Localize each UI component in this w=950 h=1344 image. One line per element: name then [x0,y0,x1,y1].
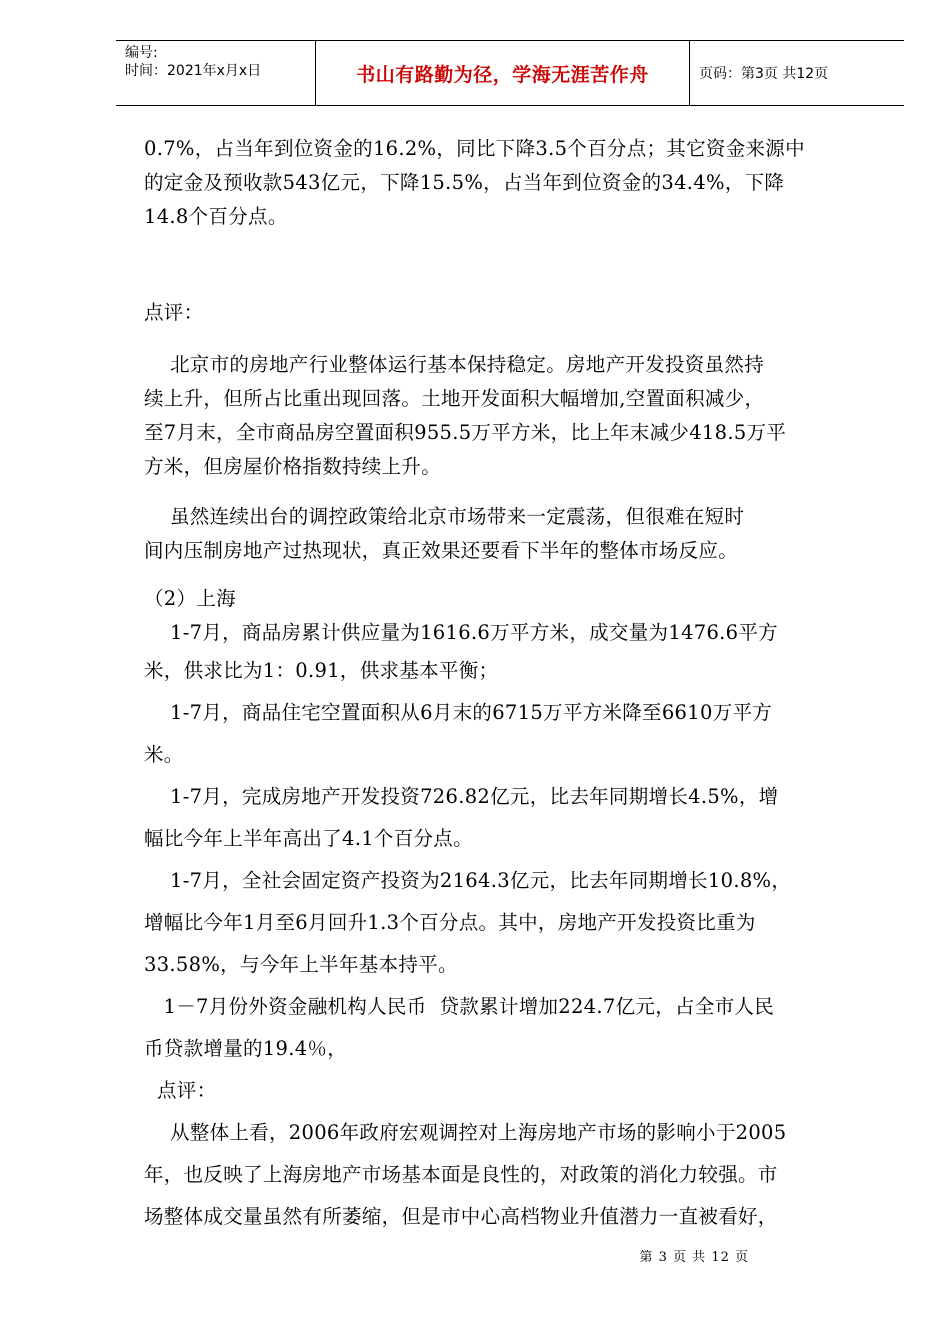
text-line: 米，供求比为1：0.91，供求基本平衡； [144,659,499,682]
text-line: 14.8个百分点。 [144,205,288,228]
text-line: 米。 [144,743,184,766]
page-header [116,40,904,106]
text-line: 虽然连续出台的调控政策给北京市场带来一定震荡，但很难在短时 [144,505,745,528]
text-line: 年，也反映了上海房地产市场基本面是良性的，对政策的消化力较强。市 [144,1163,778,1186]
header-motto: 书山有路勤为径，学海无涯苦作舟 [316,41,690,105]
text-line: 1-7月，商品住宅空置面积从6月末的6715万平方米降至6610万平方 [144,701,773,724]
paragraph-beijing-policy [144,500,879,568]
text-line: 1-7月，完成房地产开发投资726.82亿元，比去年同期增长4.5%，增 [144,785,779,808]
paragraph-shanghai-review [144,1112,879,1238]
serial-number-label: 编号: [125,45,158,61]
text-line: 的定金及预收款543亿元，下降15.5%，占当年到位资金的34.4%，下降 [144,171,785,194]
text-line: 续上升，但所占比重出现回落。土地开发面积大幅增加,空置面积减少， [144,387,765,410]
text-line: 方米，但房屋价格指数持续上升。 [144,455,442,478]
text-line: 1-7月，商品房累计供应量为1616.6万平方米，成交量为1476.6平方 [144,621,778,644]
text-line: 至7月末，全市商品房空置面积955.5万平方米，比上年末减少418.5万平 [144,421,787,444]
section-heading-shanghai: （2）上海 [144,587,236,610]
paragraph-shanghai-vacancy [144,692,879,776]
header-meta [116,41,316,105]
paragraph-funding [144,132,879,234]
text-line: 币贷款增量的19.4％， [144,1037,348,1060]
document-body [144,132,879,1238]
text-line: 北京市的房地产行业整体运行基本保持稳定。房地产开发投资虽然持 [144,353,764,376]
paragraph-shanghai-fixed-assets [144,860,879,986]
text-line: 1-7月，全社会固定资产投资为2164.3亿元，比去年同期增长10.8%， [144,869,792,892]
paragraph-shanghai-investment [144,776,879,860]
text-line: 1－7月份外资金融机构人民币 贷款累计增加224.7亿元，占全市人民 [144,995,775,1018]
text-line: 间内压制房地产过热现状，真正效果还要看下半年的整体市场反应。 [144,539,739,562]
comment-heading: 点评： [144,1079,217,1102]
text-line: 33.58%，与今年上半年基本持平。 [144,953,458,976]
text-line: 场整体成交量虽然有所萎缩，但是市中心高档物业升值潜力一直被看好， [144,1205,778,1228]
page-footer: 第 3 页 共 12 页 [639,1250,749,1265]
text-line: 从整体上看，2006年政府宏观调控对上海房地产市场的影响小于2005 [144,1121,787,1144]
paragraph-beijing-review [144,348,879,484]
text-line: 0.7%，占当年到位资金的16.2%，同比下降3.5个百分点；其它资金来源中 [144,137,805,160]
paragraph-shanghai-loans [144,986,879,1070]
date-label: 时间：2021年x月x日 [125,63,262,79]
paragraph-shanghai-supply [144,616,879,692]
text-line: 幅比今年上半年高出了4.1个百分点。 [144,827,473,850]
text-line: 增幅比今年1月至6月回升1.3个百分点。其中，房地产开发投资比重为 [144,911,756,934]
header-page-number: 页码：第3页 共12页 [699,66,829,82]
comment-heading: 点评： [144,301,204,324]
